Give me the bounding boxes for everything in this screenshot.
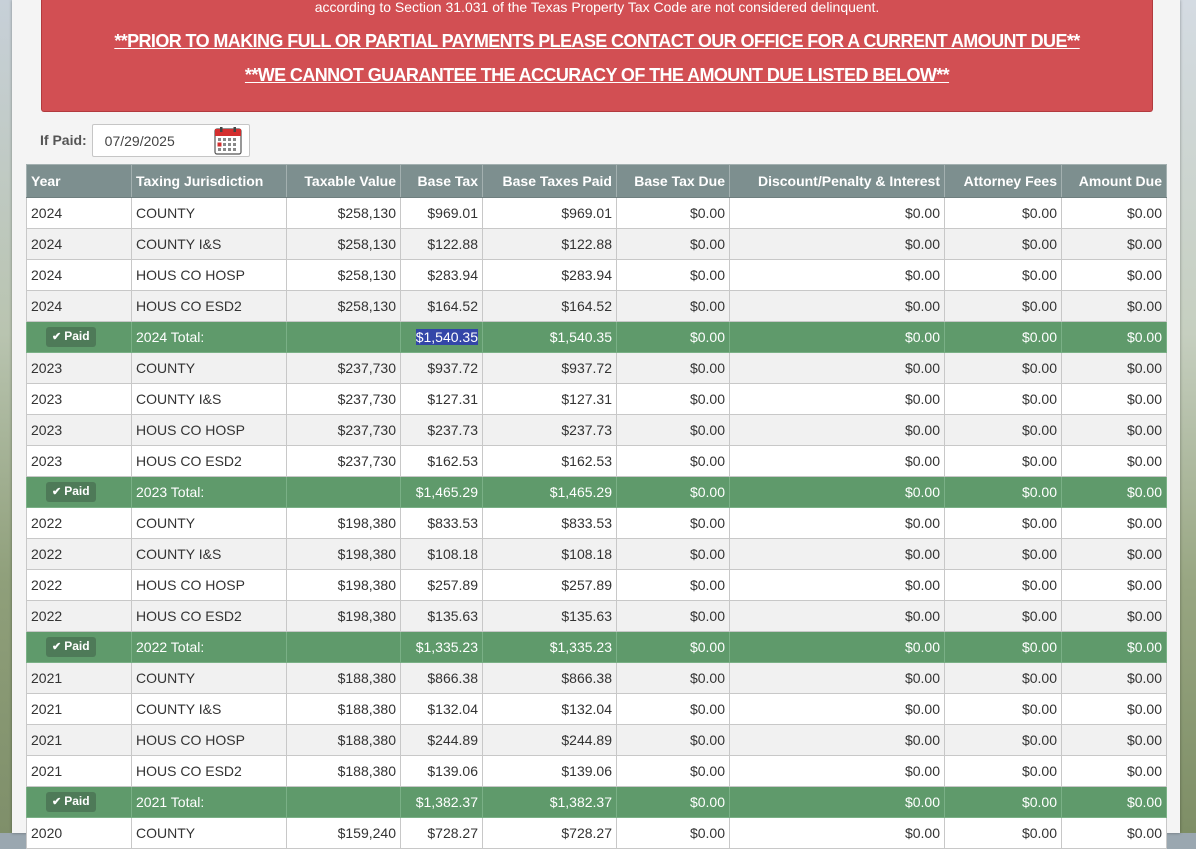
cell-base-tax: $132.04	[401, 694, 483, 725]
cell-base-taxes-paid: $132.04	[483, 694, 617, 725]
checkmark-icon: ✔	[52, 486, 62, 498]
cell-discount-penalty-interest: $0.00	[730, 415, 945, 446]
cell-amount-due: $0.00	[1062, 725, 1167, 756]
alert-text: according to Section 31.031 of the Texas Property Tax Code are not considered delinquent.	[314, 0, 880, 15]
cell-jurisdiction: COUNTY	[132, 353, 287, 384]
table-row	[27, 198, 1167, 229]
if-paid-row	[40, 123, 250, 157]
cell-base-taxes-paid: $164.52	[483, 291, 617, 322]
if-paid-date-input[interactable]	[105, 133, 205, 149]
cell-attorney-fees: $0.00	[945, 756, 1062, 787]
cell-attorney-fees: $0.00	[945, 663, 1062, 694]
cell-total-discount-penalty-interest: $0.00	[730, 632, 945, 663]
cell-taxable-value: $198,380	[287, 539, 401, 570]
cell-year: 2022	[27, 570, 132, 601]
cell-total-base-tax-due: $0.00	[617, 322, 730, 353]
cell-total-base-tax-due: $0.00	[617, 632, 730, 663]
paid-badge	[46, 482, 96, 502]
cell-discount-penalty-interest: $0.00	[730, 725, 945, 756]
cell-total-taxable-value	[287, 787, 401, 818]
cell-base-taxes-paid: $162.53	[483, 446, 617, 477]
paid-label: Paid	[64, 329, 90, 343]
cell-amount-due: $0.00	[1062, 384, 1167, 415]
cell-taxable-value: $159,240	[287, 818, 401, 849]
cell-discount-penalty-interest: $0.00	[730, 694, 945, 725]
cell-total-amount-due: $0.00	[1062, 787, 1167, 818]
table-row	[27, 384, 1167, 415]
cell-base-tax-due: $0.00	[617, 260, 730, 291]
cell-discount-penalty-interest: $0.00	[730, 353, 945, 384]
cell-total-attorney-fees: $0.00	[945, 322, 1062, 353]
cell-attorney-fees: $0.00	[945, 353, 1062, 384]
cell-base-tax-due: $0.00	[617, 725, 730, 756]
cell-year: 2020	[27, 818, 132, 849]
cell-jurisdiction: HOUS CO HOSP	[132, 415, 287, 446]
cell-base-tax-due: $0.00	[617, 229, 730, 260]
table-row	[27, 415, 1167, 446]
cell-jurisdiction: COUNTY	[132, 818, 287, 849]
cell-attorney-fees: $0.00	[945, 508, 1062, 539]
paid-label: Paid	[64, 484, 90, 498]
cell-base-tax: $257.89	[401, 570, 483, 601]
total-row	[27, 632, 1167, 663]
cell-attorney-fees: $0.00	[945, 539, 1062, 570]
cell-attorney-fees: $0.00	[945, 415, 1062, 446]
paid-badge	[46, 637, 96, 657]
cell-base-taxes-paid: $122.88	[483, 229, 617, 260]
cell-jurisdiction: HOUS CO HOSP	[132, 725, 287, 756]
table-row	[27, 818, 1167, 849]
cell-discount-penalty-interest: $0.00	[730, 570, 945, 601]
cell-taxable-value: $237,730	[287, 446, 401, 477]
cell-attorney-fees: $0.00	[945, 570, 1062, 601]
paid-badge-cell	[27, 477, 132, 508]
cell-jurisdiction: COUNTY I&S	[132, 539, 287, 570]
delinquency-alert	[41, 0, 1153, 112]
header-amount-due[interactable]: Amount Due	[1062, 165, 1167, 198]
cell-jurisdiction: HOUS CO HOSP	[132, 260, 287, 291]
cell-jurisdiction: COUNTY	[132, 198, 287, 229]
cell-discount-penalty-interest: $0.00	[730, 291, 945, 322]
cell-base-tax-due: $0.00	[617, 818, 730, 849]
cell-taxable-value: $258,130	[287, 260, 401, 291]
cell-taxable-value: $237,730	[287, 384, 401, 415]
cell-base-taxes-paid: $237.73	[483, 415, 617, 446]
cell-base-taxes-paid: $728.27	[483, 818, 617, 849]
cell-year: 2022	[27, 601, 132, 632]
cell-base-taxes-paid: $969.01	[483, 198, 617, 229]
header-year[interactable]: Year	[27, 165, 132, 198]
cell-base-tax: $937.72	[401, 353, 483, 384]
cell-total-base-taxes-paid: $1,465.29	[483, 477, 617, 508]
cell-base-tax-due: $0.00	[617, 601, 730, 632]
cell-base-tax: $127.31	[401, 384, 483, 415]
cell-year: 2023	[27, 415, 132, 446]
cell-year: 2023	[27, 446, 132, 477]
cell-base-taxes-paid: $257.89	[483, 570, 617, 601]
cell-total-base-taxes-paid: $1,540.35	[483, 322, 617, 353]
alert-contact-warning: **PRIOR TO MAKING FULL OR PARTIAL PAYMENTS PLEASE CONTACT OUR OFFICE FOR A CURRENT AMOUNT DUE**	[114, 31, 1080, 51]
cell-discount-penalty-interest: $0.00	[730, 229, 945, 260]
cell-attorney-fees: $0.00	[945, 260, 1062, 291]
cell-total-amount-due: $0.00	[1062, 322, 1167, 353]
cell-jurisdiction: COUNTY I&S	[132, 229, 287, 260]
cell-year: 2024	[27, 229, 132, 260]
cell-amount-due: $0.00	[1062, 260, 1167, 291]
cell-base-tax-due: $0.00	[617, 756, 730, 787]
cell-total-attorney-fees: $0.00	[945, 477, 1062, 508]
cell-taxable-value: $258,130	[287, 198, 401, 229]
cell-taxable-value: $258,130	[287, 229, 401, 260]
cell-year: 2023	[27, 353, 132, 384]
table-row	[27, 570, 1167, 601]
cell-jurisdiction: HOUS CO ESD2	[132, 601, 287, 632]
if-paid-date-picker[interactable]	[92, 124, 250, 157]
header-base-tax[interactable]: Base Tax	[401, 165, 483, 198]
cell-base-taxes-paid: $937.72	[483, 353, 617, 384]
table-row	[27, 229, 1167, 260]
cell-total-attorney-fees: $0.00	[945, 632, 1062, 663]
cell-discount-penalty-interest: $0.00	[730, 198, 945, 229]
table-row	[27, 260, 1167, 291]
cell-total-base-taxes-paid: $1,382.37	[483, 787, 617, 818]
header-base-taxes-paid[interactable]: Base Taxes Paid	[483, 165, 617, 198]
cell-base-taxes-paid: $283.94	[483, 260, 617, 291]
cell-year: 2024	[27, 260, 132, 291]
cell-amount-due: $0.00	[1062, 291, 1167, 322]
cell-year: 2024	[27, 291, 132, 322]
cell-discount-penalty-interest: $0.00	[730, 384, 945, 415]
cell-base-taxes-paid: $127.31	[483, 384, 617, 415]
total-label: 2024 Total:	[132, 322, 287, 353]
cell-base-tax-due: $0.00	[617, 291, 730, 322]
table-row	[27, 694, 1167, 725]
cell-attorney-fees: $0.00	[945, 446, 1062, 477]
cell-discount-penalty-interest: $0.00	[730, 260, 945, 291]
table-row	[27, 601, 1167, 632]
paid-badge	[46, 327, 96, 347]
cell-total-base-taxes-paid: $1,335.23	[483, 632, 617, 663]
cell-amount-due: $0.00	[1062, 198, 1167, 229]
paid-badge-cell	[27, 322, 132, 353]
cell-taxable-value: $188,380	[287, 663, 401, 694]
cell-taxable-value: $188,380	[287, 725, 401, 756]
cell-total-taxable-value	[287, 632, 401, 663]
table-row	[27, 539, 1167, 570]
if-paid-label: If Paid:	[40, 132, 87, 148]
checkmark-icon: ✔	[52, 331, 62, 343]
cell-base-tax-due: $0.00	[617, 694, 730, 725]
cell-jurisdiction: COUNTY	[132, 663, 287, 694]
paid-label: Paid	[64, 794, 90, 808]
cell-total-amount-due: $0.00	[1062, 477, 1167, 508]
cell-taxable-value: $237,730	[287, 353, 401, 384]
cell-year: 2024	[27, 198, 132, 229]
cell-base-tax: $728.27	[401, 818, 483, 849]
cell-base-tax-due: $0.00	[617, 508, 730, 539]
header-taxable-value[interactable]: Taxable Value	[287, 165, 401, 198]
cell-taxable-value: $198,380	[287, 570, 401, 601]
cell-discount-penalty-interest: $0.00	[730, 601, 945, 632]
paid-badge	[46, 792, 96, 812]
cell-year: 2023	[27, 384, 132, 415]
table-row	[27, 353, 1167, 384]
background-left	[0, 0, 12, 833]
cell-base-taxes-paid: $135.63	[483, 601, 617, 632]
table-row	[27, 291, 1167, 322]
checkmark-icon: ✔	[52, 796, 62, 808]
cell-amount-due: $0.00	[1062, 818, 1167, 849]
total-label: 2022 Total:	[132, 632, 287, 663]
cell-attorney-fees: $0.00	[945, 725, 1062, 756]
background-right	[1180, 0, 1196, 833]
cell-base-tax-due: $0.00	[617, 539, 730, 570]
cell-base-tax: $164.52	[401, 291, 483, 322]
table-header-row	[27, 165, 1167, 198]
cell-jurisdiction: COUNTY I&S	[132, 694, 287, 725]
cell-attorney-fees: $0.00	[945, 384, 1062, 415]
cell-jurisdiction: HOUS CO ESD2	[132, 291, 287, 322]
cell-attorney-fees: $0.00	[945, 601, 1062, 632]
cell-base-tax: $139.06	[401, 756, 483, 787]
cell-total-taxable-value	[287, 322, 401, 353]
cell-discount-penalty-interest: $0.00	[730, 756, 945, 787]
cell-amount-due: $0.00	[1062, 663, 1167, 694]
cell-year: 2021	[27, 663, 132, 694]
cell-base-tax: $237.73	[401, 415, 483, 446]
cell-amount-due: $0.00	[1062, 446, 1167, 477]
cell-amount-due: $0.00	[1062, 601, 1167, 632]
cell-jurisdiction: COUNTY I&S	[132, 384, 287, 415]
cell-total-attorney-fees: $0.00	[945, 787, 1062, 818]
total-label: 2021 Total:	[132, 787, 287, 818]
cell-base-tax: $866.38	[401, 663, 483, 694]
cell-year: 2022	[27, 508, 132, 539]
cell-base-tax: $135.63	[401, 601, 483, 632]
cell-base-tax: $833.53	[401, 508, 483, 539]
cell-amount-due: $0.00	[1062, 570, 1167, 601]
cell-jurisdiction: HOUS CO ESD2	[132, 756, 287, 787]
cell-total-base-tax: $1,382.37	[401, 787, 483, 818]
cell-base-tax-due: $0.00	[617, 198, 730, 229]
table-row	[27, 446, 1167, 477]
header-base-tax-due[interactable]: Base Tax Due	[617, 165, 730, 198]
cell-attorney-fees: $0.00	[945, 291, 1062, 322]
cell-jurisdiction: COUNTY	[132, 508, 287, 539]
cell-total-taxable-value	[287, 477, 401, 508]
cell-discount-penalty-interest: $0.00	[730, 818, 945, 849]
cell-attorney-fees: $0.00	[945, 818, 1062, 849]
cell-base-tax-due: $0.00	[617, 353, 730, 384]
cell-base-tax: $969.01	[401, 198, 483, 229]
cell-discount-penalty-interest: $0.00	[730, 663, 945, 694]
paid-badge-cell	[27, 787, 132, 818]
cell-jurisdiction: HOUS CO ESD2	[132, 446, 287, 477]
cell-total-amount-due: $0.00	[1062, 632, 1167, 663]
cell-taxable-value: $198,380	[287, 601, 401, 632]
cell-base-tax: $162.53	[401, 446, 483, 477]
cell-attorney-fees: $0.00	[945, 198, 1062, 229]
cell-taxable-value: $188,380	[287, 694, 401, 725]
calendar-icon[interactable]	[214, 127, 242, 155]
table-row	[27, 725, 1167, 756]
cell-jurisdiction: HOUS CO HOSP	[132, 570, 287, 601]
cell-base-tax-due: $0.00	[617, 446, 730, 477]
cell-total-discount-penalty-interest: $0.00	[730, 477, 945, 508]
cell-taxable-value: $198,380	[287, 508, 401, 539]
cell-attorney-fees: $0.00	[945, 694, 1062, 725]
cell-base-tax-due: $0.00	[617, 663, 730, 694]
paid-badge-cell	[27, 632, 132, 663]
total-label: 2023 Total:	[132, 477, 287, 508]
cell-amount-due: $0.00	[1062, 539, 1167, 570]
cell-base-tax-due: $0.00	[617, 415, 730, 446]
cell-discount-penalty-interest: $0.00	[730, 508, 945, 539]
cell-amount-due: $0.00	[1062, 353, 1167, 384]
total-row	[27, 322, 1167, 353]
cell-taxable-value: $188,380	[287, 756, 401, 787]
cell-total-base-tax-due: $0.00	[617, 477, 730, 508]
cell-base-tax-due: $0.00	[617, 384, 730, 415]
total-row	[27, 787, 1167, 818]
cell-base-tax: $283.94	[401, 260, 483, 291]
cell-base-taxes-paid: $108.18	[483, 539, 617, 570]
cell-taxable-value: $258,130	[287, 291, 401, 322]
paid-label: Paid	[64, 639, 90, 653]
cell-amount-due: $0.00	[1062, 694, 1167, 725]
cell-year: 2021	[27, 694, 132, 725]
cell-base-tax: $244.89	[401, 725, 483, 756]
cell-total-discount-penalty-interest: $0.00	[730, 787, 945, 818]
header-discount-penalty-interest[interactable]: Discount/Penalty & Interest	[730, 165, 945, 198]
cell-taxable-value: $237,730	[287, 415, 401, 446]
cell-amount-due: $0.00	[1062, 415, 1167, 446]
total-row	[27, 477, 1167, 508]
cell-discount-penalty-interest: $0.00	[730, 446, 945, 477]
cell-total-base-tax	[401, 322, 483, 353]
cell-year: 2021	[27, 725, 132, 756]
cell-discount-penalty-interest: $0.00	[730, 539, 945, 570]
cell-amount-due: $0.00	[1062, 756, 1167, 787]
table-row	[27, 663, 1167, 694]
cell-amount-due: $0.00	[1062, 229, 1167, 260]
cell-total-base-tax: $1,335.23	[401, 632, 483, 663]
selected-text: $1,540.35	[415, 329, 478, 345]
cell-base-taxes-paid: $244.89	[483, 725, 617, 756]
cell-year: 2021	[27, 756, 132, 787]
table-row	[27, 508, 1167, 539]
cell-base-tax-due: $0.00	[617, 570, 730, 601]
cell-base-taxes-paid: $139.06	[483, 756, 617, 787]
cell-base-tax: $122.88	[401, 229, 483, 260]
checkmark-icon: ✔	[52, 641, 62, 653]
cell-total-base-tax-due: $0.00	[617, 787, 730, 818]
cell-attorney-fees: $0.00	[945, 229, 1062, 260]
cell-base-taxes-paid: $866.38	[483, 663, 617, 694]
cell-base-tax: $108.18	[401, 539, 483, 570]
alert-accuracy-warning: **WE CANNOT GUARANTEE THE ACCURACY OF THE AMOUNT DUE LISTED BELOW**	[244, 65, 950, 85]
header-taxing-jurisdiction[interactable]: Taxing Jurisdiction	[132, 165, 287, 198]
cell-total-discount-penalty-interest: $0.00	[730, 322, 945, 353]
table-row	[27, 756, 1167, 787]
cell-amount-due: $0.00	[1062, 508, 1167, 539]
cell-year: 2022	[27, 539, 132, 570]
tax-table	[26, 164, 1167, 849]
cell-base-taxes-paid: $833.53	[483, 508, 617, 539]
cell-total-base-tax: $1,465.29	[401, 477, 483, 508]
header-attorney-fees[interactable]: Attorney Fees	[945, 165, 1062, 198]
